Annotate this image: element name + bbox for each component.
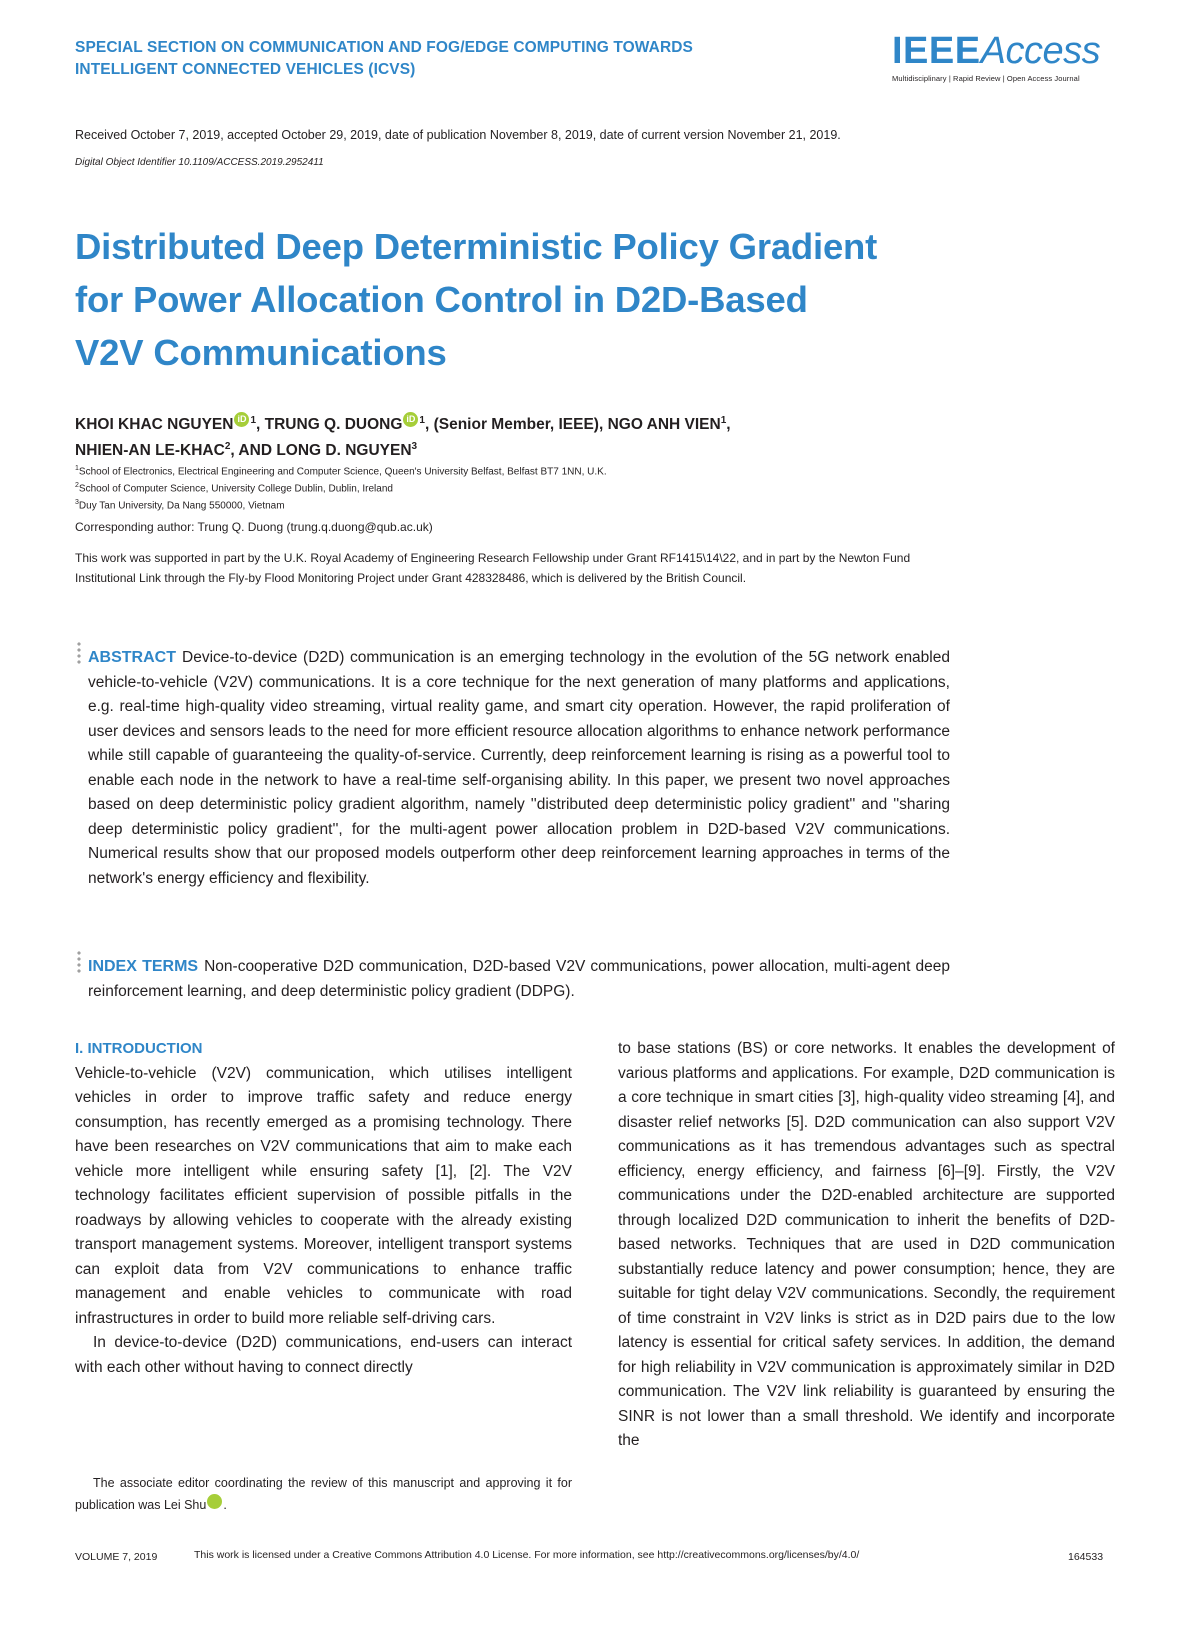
abstract (88, 646, 950, 891)
abstract-label: ABSTRACT (88, 649, 176, 666)
footnote-end: . (223, 1498, 227, 1512)
funding-statement: This work was supported in part by the U.K. Royal Academy of Engineering Research Fellowship under Grant RF1415\14\22, and in part by the Newton Fund Institutional Link through the Fly-by Flood Monitoring Project under Grant 428328486, which is delivered by the British Council. (75, 551, 911, 585)
paper-title-line-3: V2V Communications (75, 332, 447, 373)
index-terms-label: INDEX TERMS (88, 958, 199, 975)
orcid-icon[interactable]: iD (403, 412, 418, 427)
author-name: , (Senior Member, IEEE), NGO ANH VIEN (424, 416, 721, 433)
logo-tagline: Multidisciplinary | Rapid Review | Open Access Journal (892, 74, 1080, 83)
author-affil-sup: 1 (419, 414, 425, 426)
affiliation-text: Duy Tan University, Da Nang 550000, Vietnam (78, 500, 285, 512)
paper-title (75, 220, 955, 379)
author-name: , AND LONG D. NGUYEN (230, 442, 412, 459)
affiliation-number: 3 (75, 499, 79, 506)
orcid-icon[interactable]: iD (234, 412, 249, 427)
author-affil-sup: 1 (250, 414, 257, 426)
ieee-access-logo (892, 30, 1132, 86)
index-terms-text: Non-cooperative D2D communication, D2D-based V2V communications, power allocation, multi-agent deep reinforcement learning, and deep deterministic policy gradient (DDPG). (88, 958, 951, 1000)
index-terms-marker (76, 950, 82, 974)
footer-volume: VOLUME 7, 2019 (75, 1551, 158, 1563)
paragraph: Vehicle-to-vehicle (V2V) communication, which utilises intelligent vehicles in order to improve traffic safety and reduce energy consumption, has recently emerged as a promising technology. There have been researches on V2V communications that aim to make each vehicle more intelligent while ensuring safety [1], [2]. The V2V technology facilitates efficient supervision of possible pitfalls in the roadways by allowing vehicles to cooperate with the already existing transport management systems. Moreover, intelligent transport systems can exploit data from V2V communications to enhance traffic management and enable vehicles to communicate with road infrastructures in order to build more reliable self-driving cars. (75, 1064, 572, 1327)
author-list: KHOI KHAC NGUYEN iD $^1$, TRUNG Q. DUONG iD $^1$, (Senior Member, IEEE), NGO ANH VIEN$^1$, NHIEN-AN LE-KHAC$^2$, AND LONG D. NGUYEN$^3$ (75, 414, 731, 459)
author-affil-sup: 1 (720, 414, 727, 426)
left-column (75, 1037, 572, 1380)
paragraph: to base stations (BS) or core networks. It enables the development of various platforms and applications. For example, D2D communication is a core technique in smart cities [3], high-quality video streaming [4], and disaster relief networks [5]. D2D communication can also support V2V communications as it has tremendous advantages such as spectral efficiency, energy efficiency, and fairness [6]–[9]. Firstly, the V2V communications under the D2D-enabled architecture are supported through localized D2D communication to inherit the benefits of D2D-based networks. Techniques that are used in D2D communication substantially reduce latency and power consumption; hence, they are suitable for tight delay V2V communications. Secondly, the requirement of time constraint in V2V links is strict as in D2D pairs due to the low latency is essential for critical safety services. In addition, the demand for high reliability in V2V communication is approximately similar in D2D communication. The V2V link reliability is guaranteed by ensuring the SINR is not lower than a small threshold. We identify and incorporate the (618, 1040, 1115, 1449)
abstract-marker (76, 641, 82, 665)
paper-title-line-2: for Power Allocation Control in D2D-Based (75, 279, 808, 320)
affiliation (75, 496, 285, 513)
affiliation (75, 479, 393, 496)
editor-footnote (75, 1472, 572, 1516)
doi: Digital Object Identifier 10.1109/ACCESS.2019.2952411 (75, 157, 324, 168)
affiliation-number: 1 (75, 465, 79, 472)
affiliation (75, 462, 607, 479)
right-column (618, 1037, 1115, 1454)
orcid-icon[interactable]: iD (207, 1494, 222, 1509)
footnote-text: The associate editor coordinating the review of this manuscript and approving it for publication was Lei Shu (75, 1476, 572, 1512)
abstract-text: Device-to-device (D2D) communication is an emerging technology in the evolution of the 5G network enabled vehicle-to-vehicle (V2V) communications. It is a core technique for the next generation of many platforms and applications, e.g. real-time high-quality video streaming, virtual reality game, and smart city operation. However, the rapid proliferation of user devices and sensors leads to the need for more efficient resource allocation algorithms to enhance network performance while still capable of guaranteeing the quality-of-service. Currently, deep reinforcement learning is rising as a powerful tool to enable each node in the network to have a real-time self-organising ability. In this paper, we present two novel approaches based on deep deterministic policy gradient algorithm, namely ''distributed deep deterministic policy gradient'' and ''sharing deep deterministic policy gradient'', for the multi-agent power allocation problem in D2D-based V2V communications. Numerical results show that our proposed models outperform other deep reinforcement learning approaches in terms of the network's energy efficiency and flexibility. (88, 649, 950, 887)
author-affil-sup: 3 (411, 440, 418, 452)
author-name: TRUNG Q. DUONG (264, 416, 403, 433)
logo-ieee: IEEE (892, 30, 981, 72)
affiliation-text: School of Electronics, Electrical Engineering and Computer Science, Queen's University Belfast, Belfast BT7 1NN, U.K. (78, 466, 607, 478)
paragraph: In device-to-device (D2D) communications, end-users can interact with each other without having to connect directly (75, 1334, 572, 1376)
affiliation-number: 2 (75, 482, 79, 489)
paper-title-line-1: Distributed Deep Deterministic Policy Gradient (75, 226, 878, 267)
footer-page-number: 164533 (1068, 1551, 1104, 1563)
logo-access: Access (980, 30, 1101, 72)
author-name: NHIEN-AN LE-KHAC (75, 442, 225, 459)
corresponding-author: Corresponding author: Trung Q. Duong (trung.q.duong@qub.ac.uk) (75, 520, 433, 534)
received-dates: Received October 7, 2019, accepted October 29, 2019, date of publication November 8, 2019, date of current version November 21, 2019. (75, 128, 841, 142)
index-terms (88, 955, 950, 1004)
author-name: KHOI KHAC NGUYEN (75, 416, 234, 433)
logo-wordmark (892, 30, 1132, 72)
footer-license[interactable]: This work is licensed under a Creative Commons Attribution 4.0 License. For more information, see http://creativecommons.org/licenses/by/4.0/ (194, 1549, 860, 1561)
special-section-line-1: SPECIAL SECTION ON COMMUNICATION AND FOG/EDGE COMPUTING TOWARDS (75, 39, 693, 56)
author-affil-sup: 2 (224, 440, 231, 452)
affiliation-text: School of Computer Science, University College Dublin, Dublin, Ireland (78, 483, 393, 495)
special-section-line-2: INTELLIGENT CONNECTED VEHICLES (ICVS) (75, 61, 416, 78)
section-heading: I. INTRODUCTION (75, 1040, 203, 1057)
special-section-label (75, 37, 835, 81)
